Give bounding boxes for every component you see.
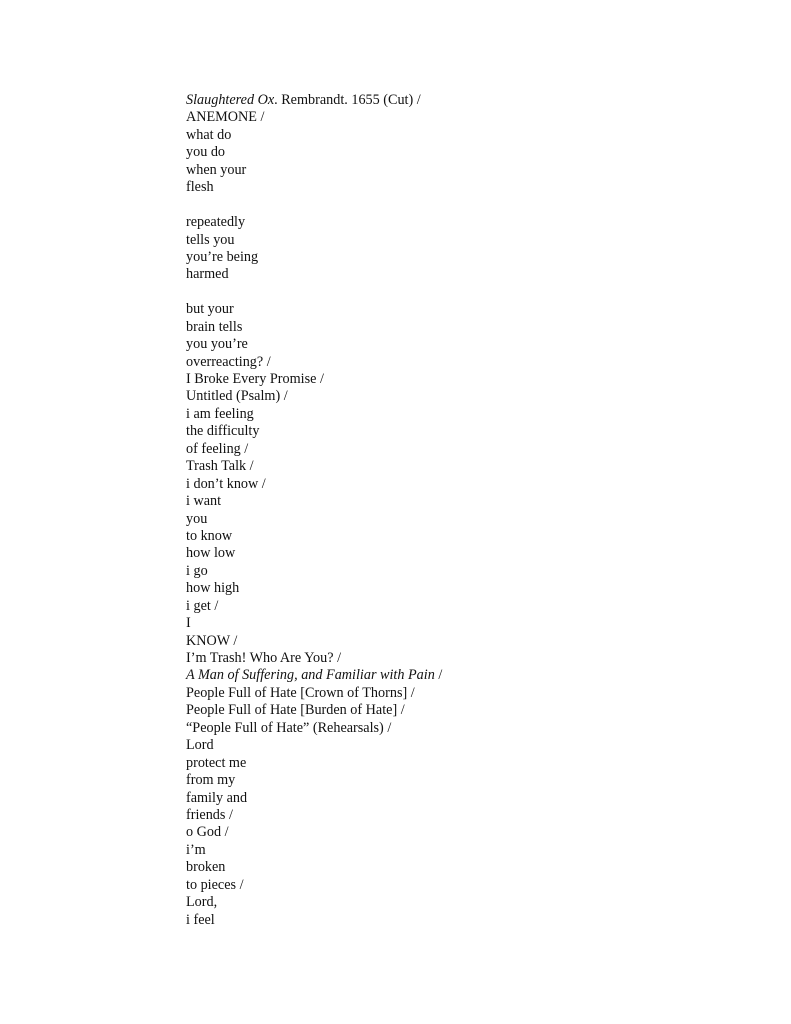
- poem-line: [186, 824, 706, 841]
- poem-line: [186, 912, 706, 929]
- poem-line: [186, 423, 706, 440]
- line-text: i get /: [186, 597, 219, 614]
- poem-line: [186, 284, 706, 301]
- poem-line: [186, 319, 706, 336]
- poem-text: [186, 92, 706, 929]
- poem-line: [186, 214, 706, 231]
- line-text: i go: [186, 562, 208, 579]
- poem-line: [186, 859, 706, 876]
- line-text: . Rembrandt. 1655 (Cut) /: [274, 92, 421, 108]
- line-text: i feel: [186, 911, 215, 928]
- line-text: the difficulty: [186, 423, 260, 440]
- poem-line: [186, 441, 706, 458]
- line-text: from my: [186, 772, 236, 789]
- line-text: o God /: [186, 824, 229, 841]
- poem-line: [186, 737, 706, 754]
- line-text: KNOW /: [186, 632, 238, 649]
- line-text: you’re being: [186, 248, 259, 265]
- line-text: I Broke Every Promise /: [186, 371, 324, 387]
- line-text: Untitled (Psalm) /: [186, 388, 288, 405]
- line-text: “People Full of Hate” (Rehearsals) /: [186, 719, 392, 736]
- line-text: protect me: [186, 754, 247, 771]
- poem-line: [186, 301, 706, 318]
- line-text: broken: [186, 859, 226, 876]
- poem-line: [186, 388, 706, 405]
- line-text: you you’re: [186, 336, 248, 353]
- poem-line: [186, 336, 706, 353]
- poem-line: [186, 702, 706, 719]
- poem-line: [186, 894, 706, 911]
- poem-line: [186, 476, 706, 493]
- poem-line: [186, 633, 706, 650]
- poem-line: [186, 92, 706, 109]
- poem-line: [186, 162, 706, 179]
- line-text: Trash Talk /: [186, 458, 254, 475]
- poem-line: [186, 755, 706, 772]
- poem-line: [186, 528, 706, 545]
- line-text: brain tells: [186, 318, 243, 335]
- line-text: family and: [186, 789, 248, 806]
- line-text: People Full of Hate [Crown of Thorns] /: [186, 684, 415, 701]
- poem-line: [186, 266, 706, 283]
- line-text: but your: [186, 301, 234, 318]
- poem-line: [186, 232, 706, 249]
- poem-line: [186, 667, 706, 684]
- poem-line: [186, 790, 706, 807]
- poem-line: [186, 615, 706, 632]
- poem-line: [186, 563, 706, 580]
- poem-line: [186, 720, 706, 737]
- poem-line: [186, 685, 706, 702]
- line-text: ANEMONE /: [186, 109, 265, 126]
- poem-line: [186, 545, 706, 562]
- italic-title: Slaughtered Ox: [186, 92, 275, 108]
- line-text: friends /: [186, 806, 233, 823]
- line-text: i am feeling: [186, 405, 254, 422]
- poem-line: [186, 842, 706, 859]
- poem-line: [186, 249, 706, 266]
- line-text: i’m: [186, 841, 206, 858]
- line-text: tells you: [186, 231, 235, 248]
- line-text: Lord: [186, 737, 214, 754]
- line-text: when your: [186, 161, 247, 178]
- line-text: I: [186, 615, 191, 632]
- poem-line: [186, 179, 706, 196]
- line-text: /: [434, 667, 443, 684]
- line-text: how high: [186, 580, 240, 597]
- line-text: i don’t know /: [186, 475, 266, 492]
- line-text: what do: [186, 126, 232, 143]
- poem-line: [186, 511, 706, 528]
- line-text: of feeling /: [186, 440, 249, 457]
- poem-line: [186, 371, 706, 388]
- poem-line: [186, 877, 706, 894]
- italic-title: A Man of Suffering, and Familiar with Pain: [186, 667, 435, 684]
- line-text: you do: [186, 144, 226, 161]
- poem-line: [186, 650, 706, 667]
- line-text: harmed: [186, 266, 229, 283]
- poem-line: [186, 807, 706, 824]
- poem-line: [186, 772, 706, 789]
- poem-line: [186, 493, 706, 510]
- line-text: how low: [186, 545, 236, 562]
- line-text: to know: [186, 527, 233, 544]
- line-text: flesh: [186, 179, 214, 196]
- line-text: overreacting? /: [186, 353, 271, 370]
- poem-line: [186, 354, 706, 371]
- line-text: I’m Trash! Who Are You? /: [186, 650, 342, 666]
- line-text: you: [186, 510, 208, 527]
- poem-line: [186, 598, 706, 615]
- line-text: Lord,: [186, 894, 218, 911]
- line-text: People Full of Hate [Burden of Hate] /: [186, 702, 405, 719]
- poem-line: [186, 580, 706, 597]
- poem-line: [186, 458, 706, 475]
- line-text: i want: [186, 493, 222, 510]
- poem-line: [186, 144, 706, 161]
- poem-line: [186, 109, 706, 126]
- poem-line: [186, 197, 706, 214]
- line-text: to pieces /: [186, 876, 244, 893]
- poem-line: [186, 406, 706, 423]
- line-text: repeatedly: [186, 214, 246, 231]
- poem-line: [186, 127, 706, 144]
